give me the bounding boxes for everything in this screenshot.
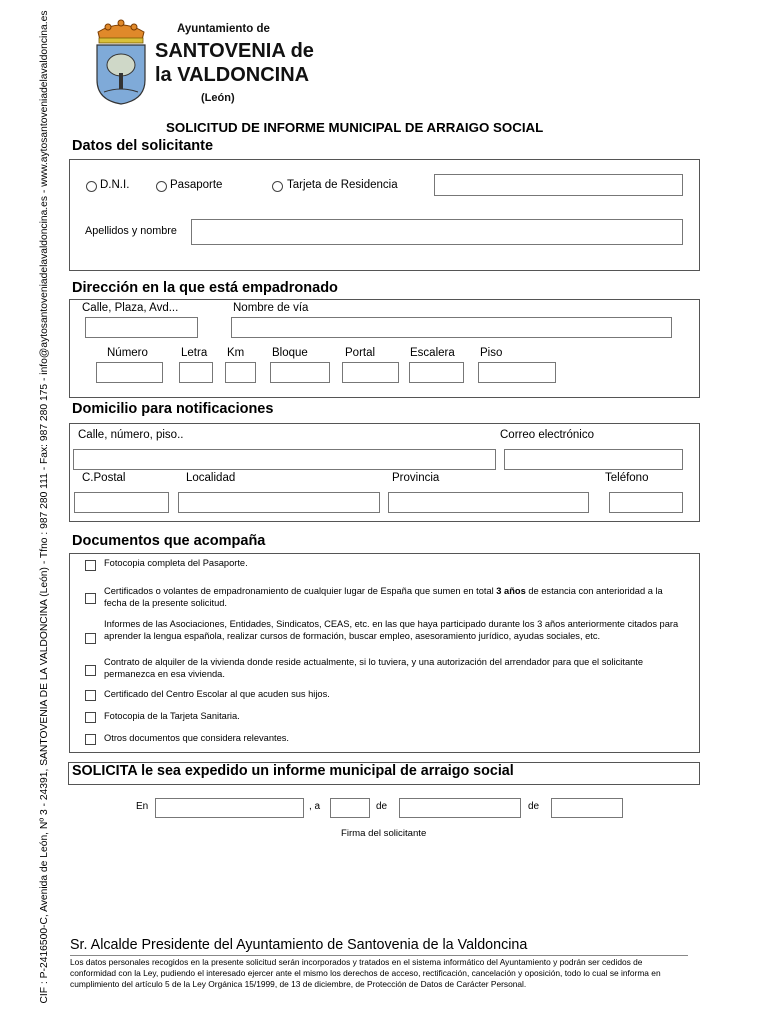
mes-field[interactable] [399, 798, 521, 818]
nombre-via-label: Nombre de vía [233, 302, 309, 314]
apellidos-field[interactable] [191, 219, 683, 245]
radio-tarjeta[interactable] [272, 181, 283, 192]
header-line2: SANTOVENIA de [155, 40, 314, 62]
apellidos-label: Apellidos y nombre [85, 225, 177, 237]
letra-label: Letra [181, 347, 208, 359]
section-direccion-heading: Dirección en la que está empadronado [72, 280, 338, 296]
radio-dni[interactable] [86, 181, 97, 192]
doc-checkbox-centro-escolar[interactable] [85, 690, 96, 701]
domicilio-calle-field[interactable] [73, 449, 496, 470]
alcalde-addressee: Sr. Alcalde Presidente del Ayuntamiento de Santovenia de la Valdoncina [70, 937, 528, 953]
doc-item-tarjeta-sanitaria: Fotocopia de la Tarjeta Sanitaria. [104, 711, 240, 721]
domicilio-calle-label: Calle, número, piso.. [78, 429, 184, 441]
km-label: Km [227, 347, 245, 359]
en-label: En [136, 801, 149, 812]
de1-label: de [376, 801, 388, 812]
escalera-field[interactable] [409, 362, 464, 383]
doc-item-empadronamiento-text: Certificados o volantes de empadronamiento de cualquier lugar de España que sumen en total [104, 586, 494, 596]
form-title: SOLICITUD DE INFORME MUNICIPAL DE ARRAIGO SOCIAL [166, 120, 544, 135]
calle-label: Calle, Plaza, Avd... [82, 302, 179, 314]
piso-field[interactable] [478, 362, 556, 383]
doc-checkbox-otros[interactable] [85, 734, 96, 745]
a-label: , a [309, 801, 321, 812]
section-documentos-heading: Documentos que acompaña [72, 533, 266, 549]
radio-pasaporte[interactable] [156, 181, 167, 192]
de2-label: de [528, 801, 540, 812]
radio-tarjeta-label: Tarjeta de Residencia [287, 179, 398, 191]
telefono-label: Teléfono [605, 472, 649, 484]
doc-item-centro-escolar: Certificado del Centro Escolar al que acuden sus hijos. [104, 689, 330, 699]
firma-label: Firma del solicitante [341, 828, 427, 839]
doc-checkbox-informes[interactable] [85, 633, 96, 644]
cpostal-label: C.Postal [82, 472, 126, 484]
doc-item-empadronamiento-tail: de estancia con anterioridad a la fecha de la presente solicitud. [104, 586, 663, 608]
numero-field[interactable] [96, 362, 163, 383]
letra-field[interactable] [179, 362, 213, 383]
escalera-label: Escalera [410, 347, 455, 359]
document-number-field[interactable] [434, 174, 683, 196]
radio-dni-label: D.N.I. [100, 179, 130, 191]
dia-field[interactable] [330, 798, 370, 818]
nombre-via-field[interactable] [231, 317, 672, 338]
doc-item-empadronamiento [104, 586, 684, 609]
bloque-field[interactable] [270, 362, 330, 383]
side-contact-text: CIF : P-2416500-C, Avenida de León, Nº 3 - 24391, SANTOVENIA DE LA VALDONCINA (León) - Tfno : 987 280 111 - Fax: 987 280 175 - info@aytosantoveniadelavaldoncina.es - www.aytosantoveniadelavaldoncina.es [39, 10, 50, 1004]
provincia-field[interactable] [388, 492, 589, 513]
bloque-label: Bloque [272, 347, 308, 359]
numero-label: Número [107, 347, 148, 359]
provincia-label: Provincia [392, 472, 440, 484]
lugar-field[interactable] [155, 798, 304, 818]
correo-field[interactable] [504, 449, 683, 470]
doc-item-contrato: Contrato de alquiler de la vivienda donde reside actualmente, si lo tuviera, y una autorización del arrendador para que el solicitante permanezca en esa vivienda. [104, 657, 644, 679]
km-field[interactable] [225, 362, 256, 383]
documentos-box [69, 553, 700, 753]
coat-of-arms-logo [90, 18, 152, 106]
doc-checkbox-tarjeta-sanitaria[interactable] [85, 712, 96, 723]
calle-field[interactable] [85, 317, 198, 338]
doc-checkbox-contrato[interactable] [85, 665, 96, 676]
footer-separator [70, 955, 688, 956]
solicita-heading: SOLICITA le sea expedido un informe municipal de arraigo social [72, 763, 514, 779]
piso-label: Piso [480, 347, 503, 359]
telefono-field[interactable] [609, 492, 683, 513]
header-line1: Ayuntamiento de [177, 23, 270, 35]
doc-item-otros: Otros documentos que considera relevantes. [104, 733, 290, 743]
legal-notice: Los datos personales recogidos en la presente solicitud serán incorporados y tratados en el sistema informático del Ayuntamiento y podrán ser cedidos de conformidad con la Ley, pudiendo el interesado ejercer ante el mismo los derechos de acceso, rectificación, cancelación y oposición, todo lo cual se informa en cumplimiento del artículo 5 de la Ley Orgánica 15/1999, de 13 de diciembre, de Protección de Datos de Carácter Personal. [70, 957, 661, 990]
radio-pasaporte-label: Pasaporte [170, 179, 223, 191]
portal-label: Portal [345, 347, 376, 359]
doc-item-informes: Informes de las Asociaciones, Entidades, Sindicatos, CEAS, etc. en las que haya participado durante los 3 años anteriormente citados para aprender la lengua española, realizar cursos de formación, buscar empleo, asesoramiento jurídico, ayudas sociales, etc. [104, 619, 679, 641]
localidad-field[interactable] [178, 492, 380, 513]
section-domicilio-heading: Domicilio para notificaciones [72, 401, 274, 417]
doc-checkbox-pasaporte[interactable] [85, 560, 96, 571]
doc-checkbox-empadronamiento[interactable] [85, 593, 96, 604]
header-line4: (León) [201, 92, 235, 104]
anio-field[interactable] [551, 798, 623, 818]
section-solicitante-heading: Datos del solicitante [72, 138, 214, 154]
portal-field[interactable] [342, 362, 399, 383]
cpostal-field[interactable] [74, 492, 169, 513]
doc-item-empadronamiento-bold: 3 años [496, 586, 526, 596]
correo-label: Correo electrónico [500, 429, 594, 441]
localidad-label: Localidad [186, 472, 236, 484]
doc-item-pasaporte: Fotocopia completa del Pasaporte. [104, 558, 248, 568]
header-line3: la VALDONCINA [155, 64, 310, 86]
